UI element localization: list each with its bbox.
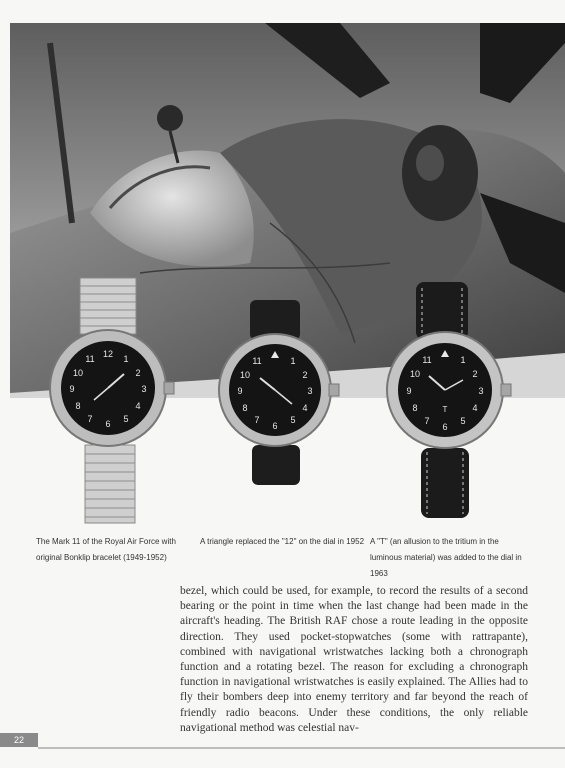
w3-numeral: 6 [442, 422, 448, 432]
w1-numeral: 8 [75, 401, 81, 411]
body-paragraph [180, 584, 528, 736]
w2-numeral: 3 [307, 386, 313, 396]
w2-numeral: 10 [239, 370, 251, 380]
caption-triangle: A triangle replaced the "12" on the dial in 1952 [200, 537, 365, 546]
w2-numeral: 8 [242, 403, 248, 413]
w2-numeral: 2 [302, 370, 308, 380]
watch-group [30, 270, 565, 530]
w1-numeral: 5 [123, 414, 129, 424]
w2-numeral: 1 [290, 356, 296, 366]
w1-numeral: 7 [87, 414, 93, 424]
w3-numeral: 4 [472, 403, 478, 413]
w1-numeral: 4 [135, 401, 141, 411]
w2-numeral: 6 [272, 421, 278, 431]
w1-numeral: 11 [85, 354, 95, 364]
w3-numeral: 7 [424, 416, 430, 426]
w3-numeral: 9 [406, 386, 412, 396]
page-number: 22 [0, 733, 38, 747]
w1-numeral: 3 [141, 384, 147, 394]
w3-numeral: 10 [409, 369, 421, 379]
body-paragraph-text: bezel, which could be used, for example, to record the results of a second bearing or the point in time when the last change had been made in the aircraft's heading. The British RAF chose a route leading in the opposite direction. They used pocket-stopwatches (some with rattrapante), combined with navigational wristwatches lacking both a chronograph function and a rotating bezel. The reason for excluding a chronograph function in navigational wristwatches is easily explained. The Allies had to fly their bombers deep into enemy territory and far beyond the reach of friendly radio beacons. Under these conditions, the only reliable navigational method was celestial nav- [180, 585, 528, 734]
w2-numeral: 4 [302, 403, 308, 413]
footer-rule [38, 747, 565, 749]
w3-numeral: 1 [460, 355, 466, 365]
w3-numeral: 3 [478, 386, 484, 396]
w3-numeral: 2 [472, 369, 478, 379]
w1-numeral: 12 [102, 349, 114, 359]
w2-numeral: 5 [290, 415, 296, 425]
w2-numeral: 11 [252, 356, 262, 366]
w1-numeral: 2 [135, 368, 141, 378]
w1-numeral: 1 [123, 354, 129, 364]
caption-tritium: A "T" (an allusion to the tritium in the luminous material) was added to the dial in 1963 [370, 537, 522, 578]
w1-numeral: 6 [105, 419, 111, 429]
w1-numeral: 10 [72, 368, 84, 378]
w2-numeral: 7 [254, 415, 260, 425]
w3-numeral: 5 [460, 416, 466, 426]
tritium-marker: T [442, 405, 448, 414]
w1-numeral: 9 [69, 384, 75, 394]
caption-mark-11: The Mark 11 of the Royal Air Force with original Bonklip bracelet (1949-1952) [36, 537, 176, 562]
w2-numeral: 9 [237, 386, 243, 396]
w3-numeral: 11 [422, 355, 432, 365]
w3-numeral: 8 [412, 403, 418, 413]
